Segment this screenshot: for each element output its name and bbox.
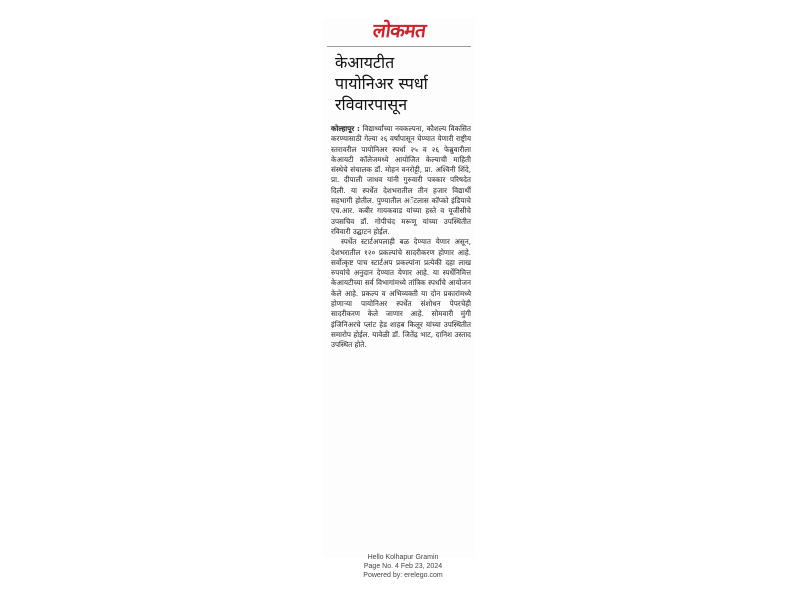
headline-line: केआयटीत <box>335 53 395 72</box>
dateline: कोल्हापूर : <box>331 124 360 133</box>
article-body <box>331 124 471 351</box>
article-paragraph <box>331 237 471 350</box>
newspaper-clipping <box>323 18 475 558</box>
masthead <box>323 18 475 44</box>
powered-by: Powered by: erelego.com <box>363 572 443 579</box>
headline-line: रविवारपासून <box>335 95 408 114</box>
masthead-logo: लोकमत <box>371 20 427 42</box>
page-footer <box>338 553 468 580</box>
headline-line: पायोनिअर स्पर्धा <box>335 74 428 93</box>
page-and-date: Page No. 4 Feb 23, 2024 <box>363 563 443 570</box>
edition-name: Hello Kolhapur Gramin <box>367 554 439 561</box>
paragraph-text: विद्यार्थ्यांच्या नवकल्पना, कौशल्य विकसित करण्यासाठी गेल्या २६ वर्षांपासून घेण्यात येणारी राष्ट्रीय स्तरावरील पायोनिअर स्पर्धा २५ व २६ फेब्रुवारीला केआयटी कॉलेजमध्ये आयोजित केल्याची माहिती संस्थेचे संचालक डॉ. मोहन वनरोट्टी, प्रा. अश्विनी शिंदे, प्रा. दीपाली जाधव यांनी गुरुवारी पत्रकार परिषदेत दिली. या स्पर्धेत देशभरातील तीन हजार विद्यार्थी सहभागी होतील. पुण्यातील अॅटलास कॉप्को इंडियाचे एच.आर. कबीर गायकवाड यांच्या हस्ते व यूजीसीचे उपसचिव डॉ. गोपीचंद मरूणू यांच्या उपस्थितीत रविवारी उद्घाटन होईल. <box>331 124 471 236</box>
headline <box>335 52 475 115</box>
paragraph-text: स्पर्धेत स्टार्टअपलाही बळ देण्यात येणार असून, देशभरातील १२० प्रकल्पांचे सादरीकरण होणार आहे. सर्वोत्कृष्ट पाच स्टार्टअप प्रकल्पांना प्रत्येकी दहा लाख रुपयांचे अनुदान देण्यात येणार आहे. या स्पर्धेनिमित्त केआयटीच्या सर्व विभागांमध्ये तांत्रिक स्पर्धांचे आयोजन केले आहे. प्रकल्प व अभिव्यक्ती या दोन प्रकारांमध्ये होणाऱ्या पायोनिअर स्पर्धेत संशोधन पेपरचेही सादरीकरण केले जाणार आहे. सोमवारी मुंगी इंजिनिअरचे प्लांट हेड शाहब किलूर यांच्या उपस्थितीत समारोप होईल. यावेळी डॉ. जितेंद्र भाट, दानिश उस्ताद उपस्थित होते. <box>331 237 471 350</box>
masthead-divider <box>327 46 471 47</box>
article-paragraph <box>331 124 471 237</box>
